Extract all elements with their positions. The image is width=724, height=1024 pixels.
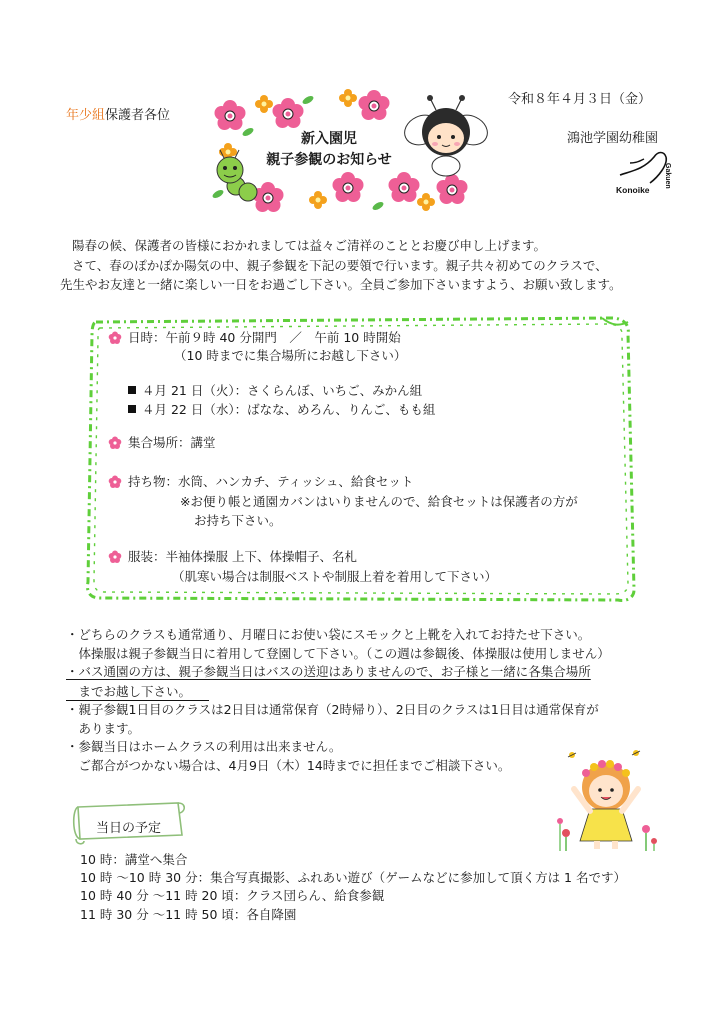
items-note-1: ※お便り帳と通園カバンはいりませんので、給食セットは保護者の方が xyxy=(180,494,578,509)
time-item xyxy=(114,328,401,347)
schedule-item: 10 時：講堂へ集合 xyxy=(80,852,188,867)
time-sub: （10 時までに集合場所にお越し下さい） xyxy=(174,348,407,363)
items-main: 持ち物：水筒、ハンカチ、ティッシュ、給食セット xyxy=(128,474,414,489)
note-line: ・どちらのクラスも通常通り、月曜日にお使い袋にスモックと上靴を入れてお持たせ下さい。 xyxy=(66,627,591,642)
schedule-title: 当日の予定 xyxy=(96,821,162,836)
logo-text: Konoike xyxy=(616,185,650,195)
dress-main: 服装：半袖体操服 上下、体操帽子、名札 xyxy=(128,549,357,564)
place-text: 集合場所：講堂 xyxy=(128,435,216,450)
note-line: ご都合がつかない場合は、4月9日（木）14時までに担任までご相談下さい。 xyxy=(66,757,511,773)
time-main: 日時：午前９時 40 分開門 ／ 午前 10 時開始 xyxy=(128,330,401,345)
day-2 xyxy=(128,400,435,419)
note-line: あります。 xyxy=(66,720,141,736)
day-1 xyxy=(128,381,422,400)
note-line: ・親子参観1日目のクラスは2日目は通常保育（2時帰り）、2日目のクラスは1日目は通常保育が xyxy=(66,702,599,717)
schedule-item: 11 時 30 分 ～11 時 50 頃：各自降園 xyxy=(80,906,297,922)
intro-line-2: さて、春のぽかぽか陽気の中、親子参観を下記の要領で行います。親子共々初めてのクラスで、 xyxy=(72,257,608,273)
items-note-2: お持ち下さい。 xyxy=(194,513,282,528)
pink-flower-icon xyxy=(108,475,122,489)
note-line: ・バス通園の方は、親子参観当日はバスの送迎はありませんので、お子様と一緒に各集合場所 xyxy=(66,664,591,679)
place-item xyxy=(114,433,216,452)
pink-flower-icon xyxy=(108,331,122,345)
title-line-2: 親子参観のお知らせ xyxy=(266,152,392,168)
crane-logo-icon xyxy=(614,147,678,207)
square-bullet-icon xyxy=(128,386,136,394)
school-name: 鴻池学園幼稚園 xyxy=(567,131,659,146)
pink-flower-icon xyxy=(108,550,122,564)
schedule-list xyxy=(80,851,626,924)
addressee-parents: 保護者各位 xyxy=(105,108,171,123)
girl-flower-crown-illustration xyxy=(552,745,662,855)
day-2-text: ４月 22 日（水）：ばなな、めろん、りんご、もも組 xyxy=(142,402,436,417)
addressee xyxy=(66,104,170,123)
notice-title xyxy=(244,129,414,171)
addressee-class: 年少組 xyxy=(66,108,106,123)
schedule-item: 10 時 ～10 時 30 分：集合写真撮影、ふれあい遊び（ゲームなどに参加して頂く方は 1 名です） xyxy=(80,870,626,886)
dress-sub: （肌寒い場合は制服ベストや制服上着を着用して下さい） xyxy=(172,569,498,584)
intro-line-1: 陽春の候、保護者の皆様におかれましては益々ご清祥のこととお慶び申し上げます。 xyxy=(72,238,547,253)
svg-text:Gakuen: Gakuen xyxy=(664,163,671,189)
items-item xyxy=(114,472,413,491)
square-bullet-icon xyxy=(128,405,136,413)
day-1-text: ４月 21 日（火）：さくらんぼ、いちご、みかん組 xyxy=(142,383,423,398)
dress-item xyxy=(114,547,357,566)
note-line: 体操服は親子参観当日に着用して登園して下さい。（この週は参観後、体操服は使用しません） xyxy=(66,645,610,661)
note-line: ・参観当日はホームクラスの利用は出来ません。 xyxy=(66,739,342,754)
intro-line-3: 先生やお友達と一緒に楽しい一日をお過ごし下さい。全員ご参加下さいますよう、お願い致します。 xyxy=(60,277,622,292)
pink-flower-icon xyxy=(108,436,122,450)
schedule-item: 10 時 40 分 ～11 時 20 頃：クラス団らん、給食参観 xyxy=(80,888,385,904)
document-date: 令和８年４月３日（金） xyxy=(508,92,652,107)
intro-paragraph xyxy=(60,236,622,295)
notes-list xyxy=(66,626,610,775)
note-line: までお越し下さい。 xyxy=(66,683,209,702)
title-line-1: 新入園児 xyxy=(301,131,357,147)
